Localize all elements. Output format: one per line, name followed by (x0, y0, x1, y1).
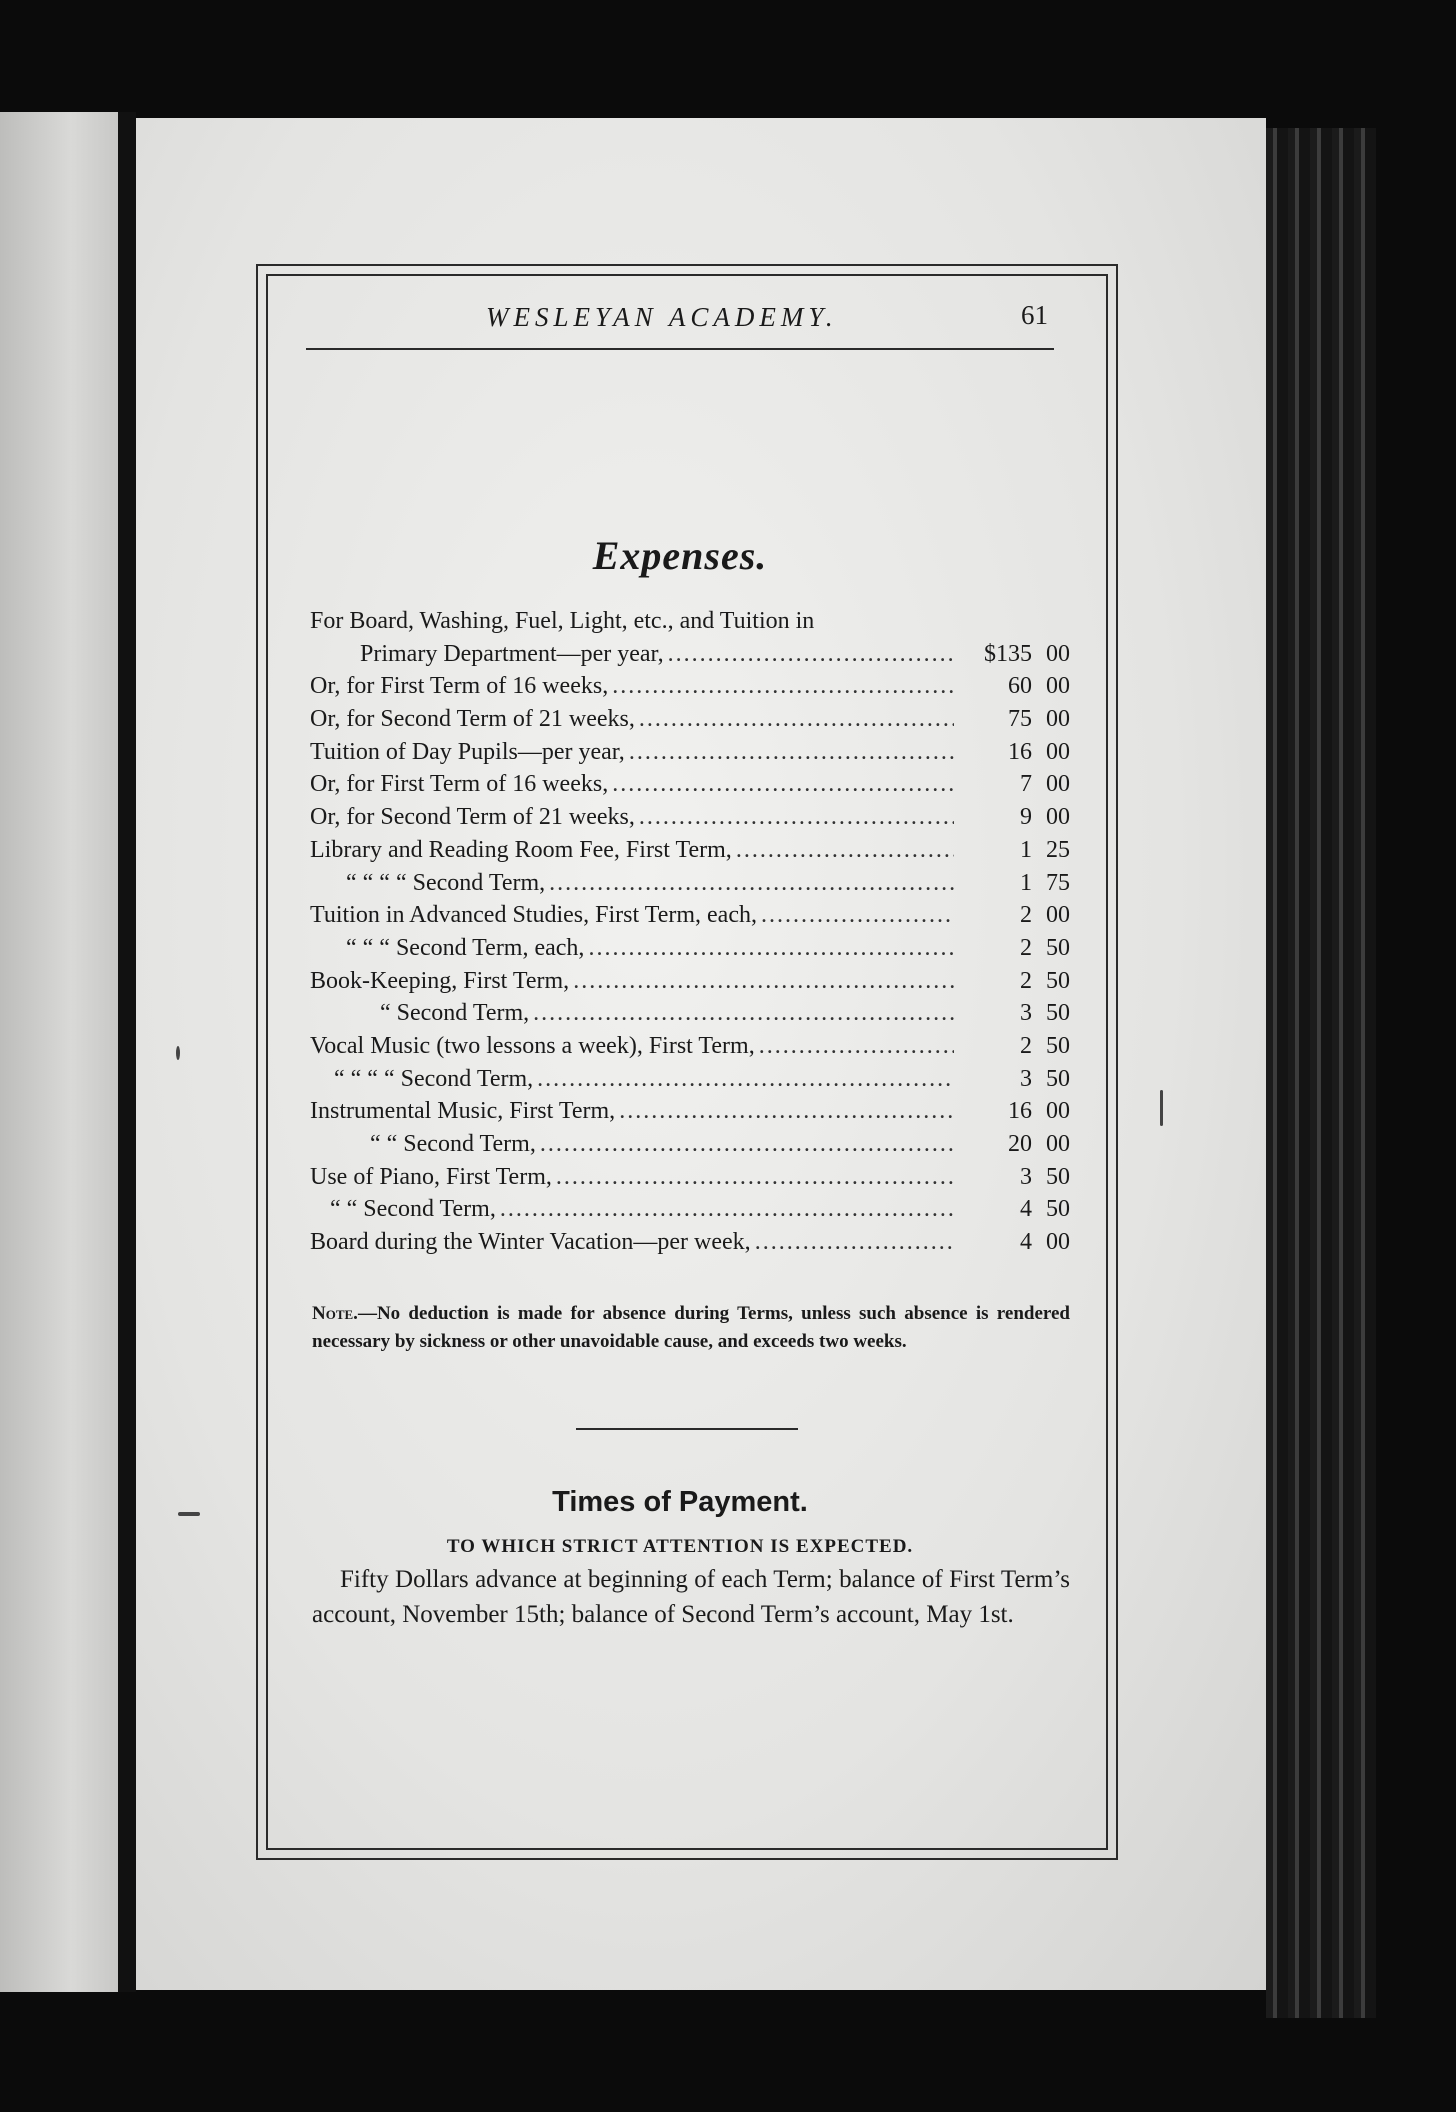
expense-list (310, 608, 1070, 1262)
expense-row (310, 870, 1070, 903)
running-head-title: WESLEYAN ACADEMY. (486, 302, 838, 332)
dot-leader (500, 1196, 954, 1223)
expense-amount (960, 1066, 1070, 1093)
expense-label: “ “ Second Term, (330, 1196, 496, 1223)
expense-label: Or, for Second Term of 21 weeks, (310, 804, 635, 831)
expense-label: Tuition of Day Pupils—per year, (310, 738, 625, 765)
section-divider (576, 1428, 798, 1430)
page-number: 61 (1021, 300, 1048, 330)
amount-dollars: 75 (1008, 706, 1032, 733)
expense-amount (960, 968, 1070, 995)
expense-label: For Board, Washing, Fuel, Light, etc., and Tuition in (310, 608, 815, 634)
amount-cents: 50 (1046, 967, 1070, 994)
paper-speck (1160, 1090, 1163, 1126)
dot-leader (639, 706, 954, 733)
expense-label: “ Second Term, (380, 1000, 530, 1027)
dot-leader (540, 1131, 954, 1158)
paper-speck (178, 1512, 200, 1516)
amount-cents: 00 (1046, 771, 1070, 798)
dot-leader (761, 902, 954, 929)
dot-leader (549, 870, 954, 897)
amount-cents: 50 (1046, 934, 1070, 961)
amount-dollars: 9 (1020, 804, 1032, 831)
expense-row (310, 1229, 1070, 1262)
expense-row (310, 608, 1070, 641)
expense-label: Board during the Winter Vacation—per week, (310, 1229, 751, 1256)
expense-amount (960, 1196, 1070, 1223)
expense-row (310, 1098, 1070, 1131)
expense-label: Or, for First Term of 16 weeks, (310, 673, 609, 700)
amount-cents: 00 (1046, 1229, 1070, 1256)
dot-leader (612, 771, 954, 798)
running-head (306, 298, 1056, 338)
amount-cents: 00 (1046, 640, 1070, 667)
dot-leader (533, 1000, 954, 1027)
amount-cents: 00 (1046, 1131, 1070, 1157)
expense-label: “ “ “ “ Second Term, (334, 1065, 534, 1092)
amount-dollars: 3 (1020, 1163, 1032, 1190)
expense-amount (960, 1098, 1070, 1125)
expense-row (310, 1000, 1070, 1033)
amount-cents: 00 (1046, 804, 1070, 831)
amount-dollars: 2 (1020, 1032, 1032, 1059)
amount-cents: 25 (1046, 836, 1070, 863)
expense-row (310, 1164, 1070, 1197)
expense-row (310, 673, 1070, 706)
dot-leader (759, 1033, 954, 1060)
expense-row (310, 902, 1070, 935)
amount-cents: 00 (1046, 673, 1070, 700)
expense-amount (960, 739, 1070, 766)
expense-amount (960, 673, 1070, 700)
expense-amount (960, 804, 1070, 831)
expense-amount (960, 1229, 1070, 1256)
expense-amount (960, 837, 1070, 864)
dot-leader (755, 1229, 954, 1256)
expense-row (310, 1066, 1070, 1099)
paper-speck (176, 1046, 180, 1060)
amount-dollars: 16 (1008, 738, 1032, 765)
amount-dollars: 16 (1008, 1098, 1032, 1125)
amount-dollars: 2 (1020, 902, 1032, 929)
expense-row (310, 739, 1070, 772)
amount-dollars: 2 (1020, 934, 1032, 961)
expense-amount (960, 902, 1070, 929)
amount-cents: 50 (1046, 1032, 1070, 1059)
expenses-heading: Expenses. (592, 533, 768, 578)
expense-row (310, 935, 1070, 968)
facing-page-edge (0, 112, 118, 1992)
amount-cents: 00 (1046, 706, 1070, 733)
amount-dollars: 4 (1020, 1229, 1032, 1256)
header-rule (306, 348, 1054, 350)
dot-leader (668, 641, 954, 668)
dot-leader (629, 739, 954, 766)
dot-leader (556, 1164, 954, 1191)
expense-label: “ “ “ “ Second Term, (346, 869, 546, 896)
expense-row (310, 837, 1070, 870)
amount-cents: 50 (1046, 1000, 1070, 1027)
amount-cents: 50 (1046, 1163, 1070, 1190)
expense-label: Book-Keeping, First Term, (310, 967, 570, 994)
amount-cents: 00 (1046, 902, 1070, 929)
expense-label: Instrumental Music, First Term, (310, 1098, 616, 1125)
note-label: Note. (312, 1303, 358, 1324)
amount-dollars: 3 (1020, 1000, 1032, 1027)
amount-cents: 00 (1046, 738, 1070, 765)
expense-label: “ “ Second Term, (370, 1131, 536, 1157)
amount-dollars: 4 (1020, 1196, 1032, 1223)
expense-amount (960, 1033, 1070, 1060)
payment-subheading: TO WHICH STRICT ATTENTION IS EXPECTED. (446, 1536, 914, 1557)
payment-terms: Fifty Dollars advance at beginning of each Term; balance of First Term’s account, November 15th; balance of Second Term’s account, May 1st. (312, 1566, 1070, 1628)
dot-leader (639, 804, 954, 831)
expense-amount (960, 870, 1070, 897)
amount-dollars: 7 (1020, 771, 1032, 798)
dot-leader (619, 1098, 954, 1125)
amount-cents: 00 (1046, 1098, 1070, 1125)
expense-label: Or, for First Term of 16 weeks, (310, 771, 609, 798)
expense-row (310, 771, 1070, 804)
expense-amount (960, 1131, 1070, 1158)
dot-leader (537, 1066, 954, 1093)
amount-cents: 50 (1046, 1196, 1070, 1223)
page-stack-edges (1266, 128, 1376, 2018)
expense-row (310, 804, 1070, 837)
dot-leader (588, 935, 954, 962)
expense-label: Use of Piano, First Term, (310, 1163, 552, 1190)
expense-row (310, 968, 1070, 1001)
amount-dollars: 60 (1008, 673, 1032, 700)
expense-row (310, 1131, 1070, 1164)
amount-dollars: 1 (1020, 836, 1032, 863)
deduction-note (312, 1300, 1070, 1356)
dot-leader (612, 673, 954, 700)
expense-amount (960, 706, 1070, 733)
amount-dollars: 1 (1020, 869, 1032, 896)
dot-leader (573, 968, 954, 995)
expense-label: Vocal Music (two lessons a week), First Term, (310, 1032, 755, 1059)
expense-amount (960, 1164, 1070, 1191)
expense-label: Library and Reading Room Fee, First Term, (310, 836, 732, 863)
amount-dollars: $135 (984, 640, 1032, 667)
amount-dollars: 3 (1020, 1065, 1032, 1092)
amount-cents: 75 (1046, 869, 1070, 896)
expense-amount (960, 935, 1070, 962)
expense-label: “ “ “ Second Term, each, (346, 934, 585, 961)
payment-heading: Times of Payment. (552, 1486, 808, 1518)
expense-row (310, 1033, 1070, 1066)
expense-amount (960, 771, 1070, 798)
amount-dollars: 20 (1008, 1131, 1032, 1157)
expense-label: Tuition in Advanced Studies, First Term, each, (310, 902, 757, 929)
dot-leader (736, 837, 954, 864)
expense-amount (960, 1000, 1070, 1027)
expense-row (310, 641, 1070, 674)
note-text: —No deduction is made for absence during Terms, unless such absence is rendered necessary by sickness or other unavoidable cause, and exceeds two weeks. (312, 1303, 1070, 1352)
expense-label: Primary Department—per year, (360, 640, 664, 667)
amount-cents: 50 (1046, 1065, 1070, 1092)
book-gutter (118, 112, 136, 1992)
expense-amount (960, 641, 1070, 668)
expense-label: Or, for Second Term of 21 weeks, (310, 706, 635, 733)
amount-dollars: 2 (1020, 967, 1032, 994)
expense-row (310, 1196, 1070, 1229)
expense-row (310, 706, 1070, 739)
